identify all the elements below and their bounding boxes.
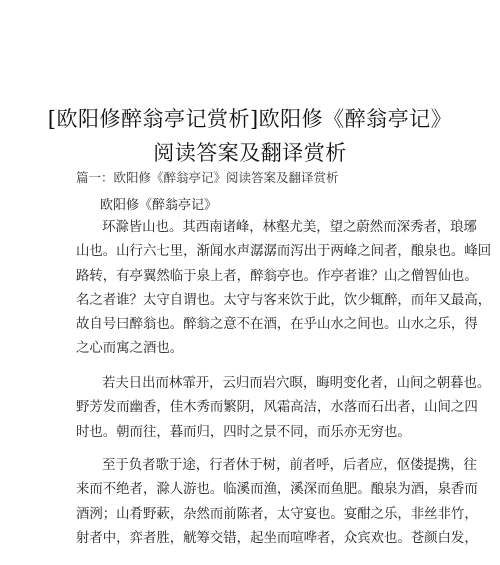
author-line: 欧阳修《醉翁亭记》 [100, 198, 218, 213]
paragraph-line: 野芳发而幽香，佳木秀而繁阴，风霜高洁，水落而石出者，山间之四 [76, 400, 478, 416]
document-title [40, 102, 460, 170]
title-line-1: [欧阳修醉翁亭记赏析]欧阳修《醉翁亭记》 [47, 107, 453, 132]
paragraph-line: 来而不绝者，滁人游也。临溪而渔，溪深而鱼肥。酿泉为酒，泉香而 [76, 482, 478, 498]
paragraph-1 [76, 216, 492, 362]
paragraph-line: 射者中，弈者胜，觥筹交错，起坐而喧哗者，众宾欢也。苍颜白发， [76, 530, 478, 546]
paragraph-line: 路转，有亭翼然临于泉上者，醉翁亭也。作亭者谁？山之僧智仙也。 [76, 268, 478, 284]
paragraph-2 [76, 372, 491, 445]
paragraph-line: 酒洌；山肴野蔌，杂然而前陈者，太守宴也。宴酣之乐，非丝非竹， [76, 506, 478, 522]
paragraph-line: 名之者谁？太守自谓也。太守与客来饮于此，饮少辄醉，而年又最高， [76, 292, 492, 308]
title-line-2: 阅读答案及翻译赏析 [153, 141, 347, 166]
paragraph-3 [76, 454, 478, 551]
paragraph-line: 之心而寓之酒也。 [76, 341, 184, 357]
paragraph-line: 至于负者歌于途，行者休于树，前者呼，后者应，伛偻提携，往 [102, 458, 477, 473]
paragraph-line: 若夫日出而林霏开，云归而岩穴暝，晦明变化者，山间之朝暮也。 [102, 376, 491, 391]
paragraph-line: 山也。山行六七里，渐闻水声潺潺而泻出于两峰之间者，酿泉也。峰回 [76, 244, 492, 260]
paragraph-line: 时也。朝而往，暮而归，四时之景不同，而乐亦无穷也。 [76, 424, 411, 440]
paragraph-line: 故自号曰醉翁也。醉翁之意不在酒，在乎山水之间也。山水之乐，得 [76, 317, 478, 333]
page-bottom-fade [76, 553, 424, 565]
section-heading: 篇一：欧阳修《醉翁亭记》阅读答案及翻译赏析 [76, 170, 339, 185]
paragraph-line: 环滁皆山也。其西南诸峰，林壑尤美，望之蔚然而深秀者，琅琊 [102, 220, 477, 235]
